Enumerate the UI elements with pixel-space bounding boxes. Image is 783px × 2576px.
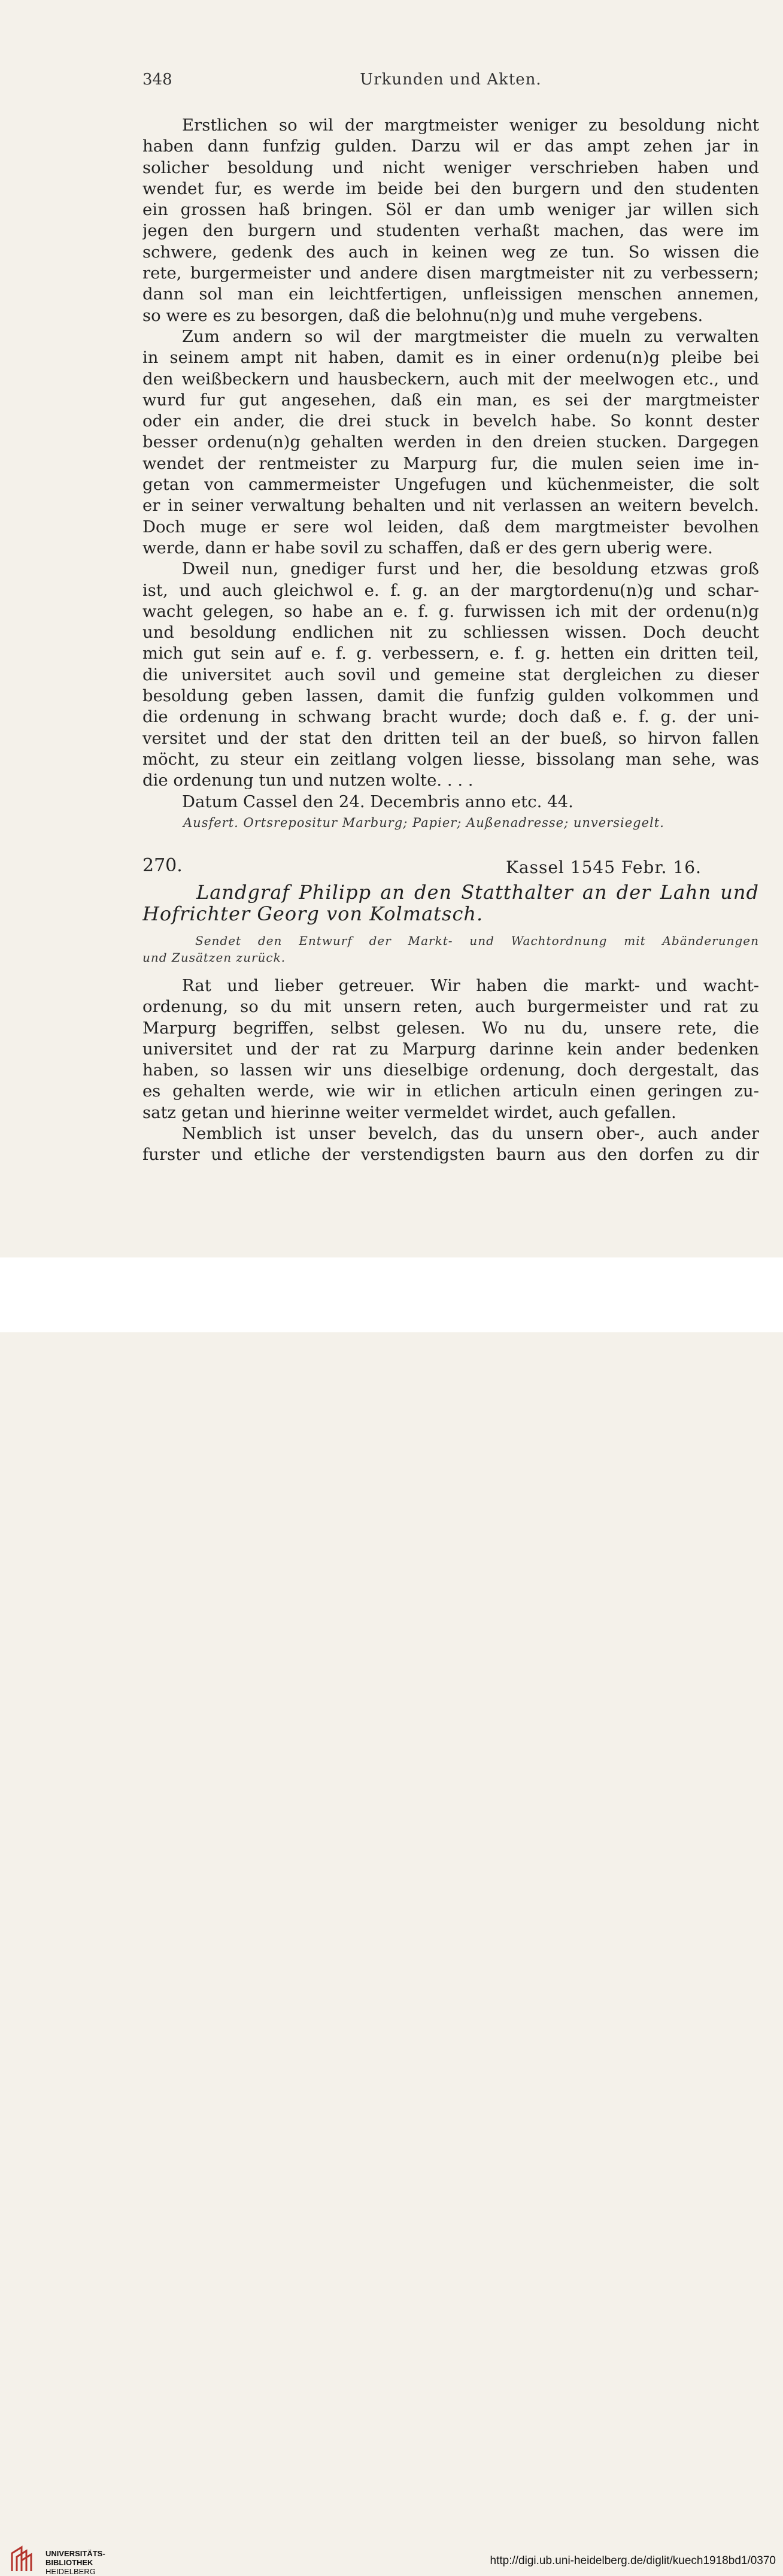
document-page [0,0,783,1257]
text-line: oder ein ander, die drei stuck in bevelch habe. So konnt dester [142,411,759,431]
text-line: versitet und der stat den dritten teil an der bueß, so hirvon fallen [142,728,759,748]
text-line: wendet fur, es werde im beide bei den burgern und den studenten [142,178,759,198]
summary-line: und Zusätzen zurück. [142,950,286,965]
text-line: Erstlichen so wil der margtmeister weniger zu besoldung nicht [182,116,759,135]
text-line: möcht, zu steur ein zeitlang volgen liesse, bissolang man sehe, was [142,749,759,769]
text-line: universitet und der rat zu Marpurg darinne kein ander bedenken [142,1039,759,1059]
text-line: Rat und lieber getreuer. Wir haben die markt- und wacht- [182,976,759,995]
text-line: Nemblich ist unser bevelch, das du unsern ober-, auch ander [182,1124,759,1144]
text-line: furster und etliche der verstendigsten baurn aus den dorfen zu dir [142,1145,759,1165]
text-line: werde, dann er habe sovil zu schaffen, daß er des gern uberig were. [142,538,713,557]
library-name-line: UNIVERSITÄTS- [45,2549,105,2558]
text-line: Zum andern so wil der margtmeister die mueln zu verwalten [182,326,759,346]
text-line: die universitet auch sovil und gemeine stat dergleichen zu dieser [142,665,759,684]
text-line: dann sol man ein leichtfertigen, unfleissigen menschen annemen, [142,284,759,304]
text-line: Doch muge er sere wol leiden, daß dem margtmeister bevolhen [142,517,759,537]
library-name-line: BIBLIOTHEK [45,2558,93,2567]
body-text-letter-269 [142,115,759,813]
library-name-line: HEIDELBERG [45,2567,96,2576]
text-line: wacht gelegen, so habe an e. f. g. furwissen ich mit der ordenu(n)g [142,601,759,621]
document-number: 270. [142,855,183,876]
page-header [142,71,759,95]
university-library-logo-icon [8,2545,38,2575]
text-line: Marpurg begriffen, selbst gelesen. Wo nu du, unsere rete, die [142,1018,759,1038]
text-line: ist, und auch gleichwol e. f. g. an der margtordenu(n)g und schar- [142,580,759,600]
page-number: 348 [142,71,172,89]
text-line: wendet der rentmeister zu Marpurg fur, die mulen seien ime in- [142,453,759,473]
text-line: ordenung, so du mit unsern reten, auch burgermeister und rat zu [142,997,759,1017]
text-line: so were es zu besorgen, daß die belohnu(n)g und muhe vergebens. [142,305,703,325]
text-line: es gehalten werde, wie wir in etlichen articuln einen geringen zu- [142,1081,759,1101]
document-date: Kassel 1545 Febr. 16. [506,857,702,877]
permalink-url[interactable]: http://digi.ub.uni-heidelberg.de/diglit/kuech1918bd1/0370 [490,2554,776,2567]
body-text-letter-270 [142,975,759,1166]
viewer-footer [0,1257,783,2576]
text-line: ein grossen haß bringen. Söl er dan umb weniger jar willen sich [142,200,759,220]
text-line: satz getan und hierinne weiter vermeldet wirdet, auch gefallen. [142,1102,676,1122]
title-line: Landgraf Philipp an den Statthalter an der Lahn und [196,881,759,903]
text-line: jegen den burgern und studenten verhaßt machen, das were im [142,221,759,241]
document-summary [142,932,759,966]
text-line: die ordenung tun und nutzen wolte. . . . [142,771,474,790]
text-line: besoldung geben lassen, damit die funfzig gulden volkommen und [142,686,759,706]
text-line: und besoldung endlichen nit zu schliessen wissen. Doch deucht [142,623,759,643]
library-name [45,2549,105,2576]
text-line: den weißbeckern und hausbeckern, auch mit der meelwogen etc., und [142,369,759,389]
text-line: in seinem ampt nit haben, damit es in einer ordenu(n)g pleibe bei [142,348,759,368]
document-title [142,881,759,925]
source-note: Ausfert. Ortsrepositur Marburg; Papier; Außenadresse; unversiegelt. [183,816,664,830]
summary-line: Sendet den Entwurf der Markt- und Wachtordnung mit Abänderungen [195,934,759,948]
text-line: wurd fur gut angesehen, daß ein man, es sei der margtmeister [142,390,759,410]
text-line: solicher besoldung und nicht weniger verschrieben haben und [142,157,759,177]
text-line: rete, burgermeister und andere disen margtmeister nit zu verbessern; [142,263,759,283]
text-line: mich gut sein auf e. f. g. verbessern, e. f. g. hetten ein dritten teil, [142,644,759,663]
text-line: getan von cammermeister Ungefugen und küchenmeister, die solt [142,475,759,495]
text-line: haben dann funfzig gulden. Darzu wil er das ampt zehen jar in [142,137,759,156]
text-line: Dweil nun, gnediger furst und her, die besoldung etzwas groß [182,559,759,579]
text-line: er in seiner verwaltung behalten und nit verlassen an weitern bevelch. [142,496,759,516]
text-line: haben, so lassen wir uns dieselbige ordenung, doch dergestalt, das [142,1060,759,1080]
text-line: besser ordenu(n)g gehalten werden in den dreien stucken. Dargegen [142,432,759,452]
text-line: die ordenung in schwang bracht wurde; doch daß e. f. g. der uni- [142,707,759,727]
running-title: Urkunden und Akten. [360,71,542,89]
text-line: schwere, gedenk des auch in keinen weg ze tun. So wissen die [142,242,759,262]
title-line: Hofrichter Georg von Kolmatsch. [142,903,484,925]
text-line: Datum Cassel den 24. Decembris anno etc. 44. [182,792,573,811]
